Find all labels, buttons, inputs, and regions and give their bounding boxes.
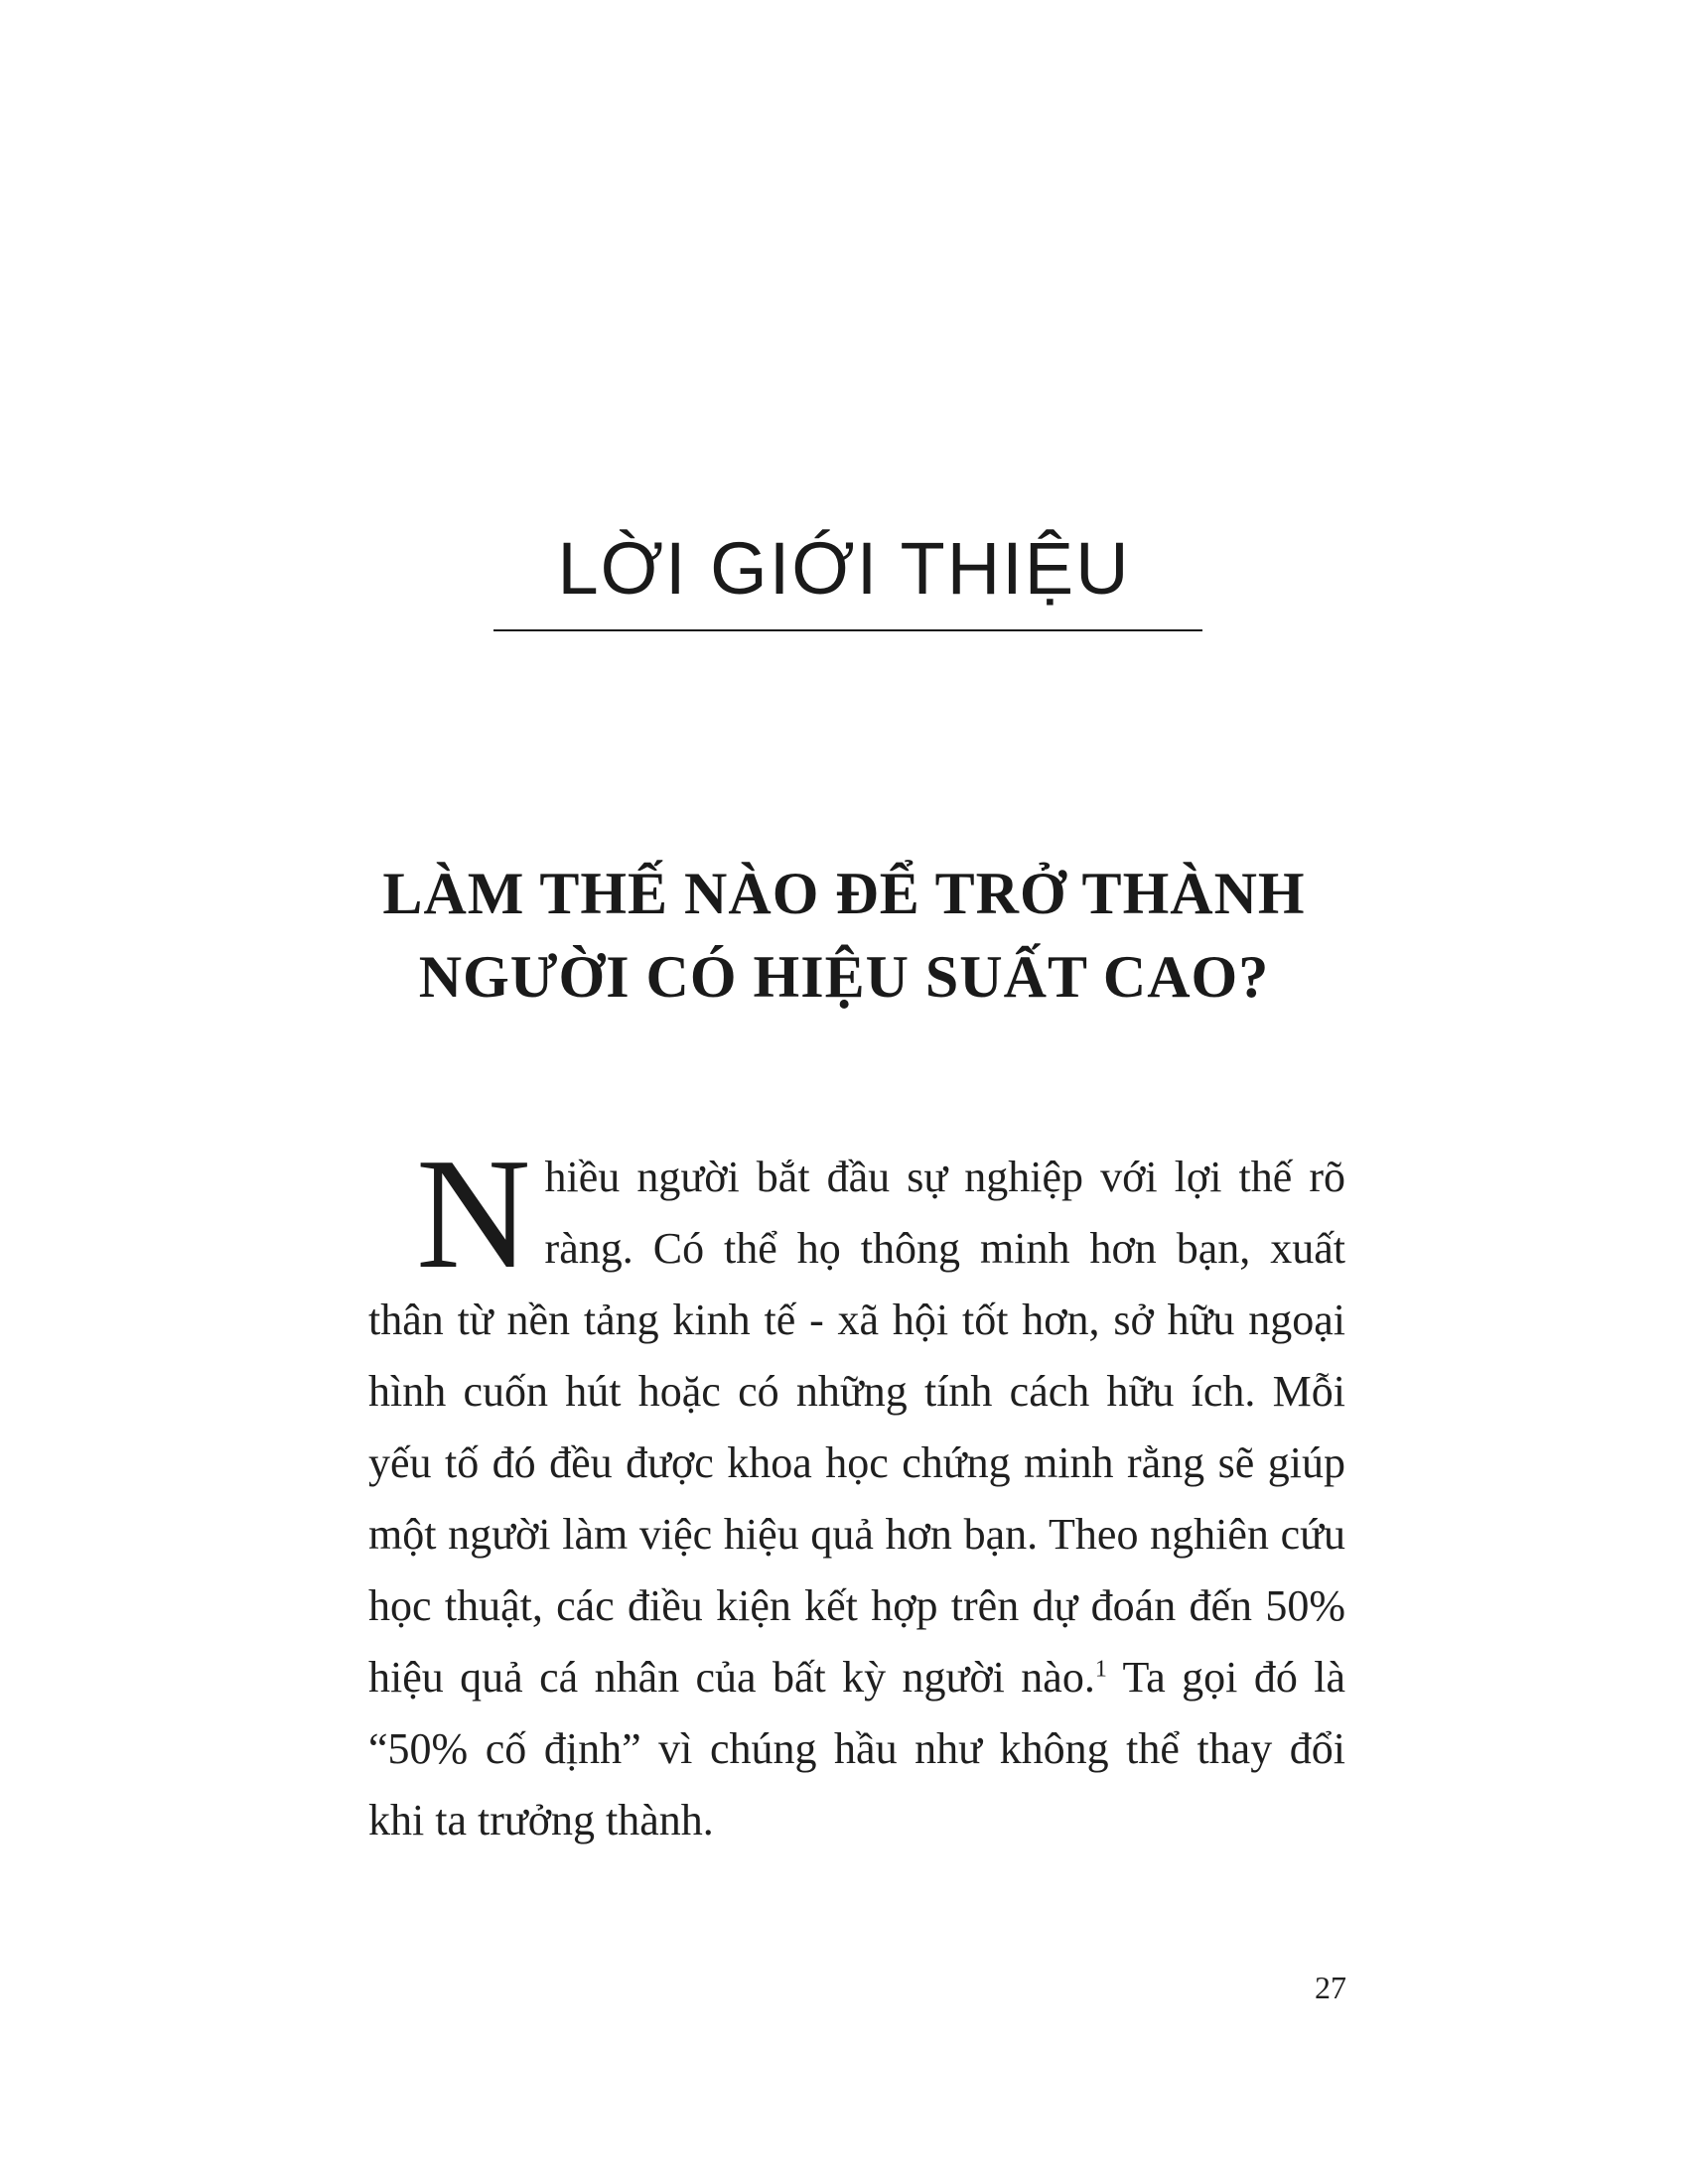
body-paragraph [368, 1125, 1345, 1856]
section-heading-line-1: LÀM THẾ NÀO ĐỂ TRỞ THÀNH [382, 861, 1306, 926]
body-text-part-2: Ta gọi đó là “50% cố định” vì chúng hầu như không thể thay đổi khi ta trưởng thành. [368, 1653, 1345, 1844]
section-heading [0, 852, 1688, 1019]
section-heading-line-2: NGƯỜI CÓ HIỆU SUẤT CAO? [418, 944, 1270, 1010]
footnote-reference[interactable]: 1 [1094, 1656, 1107, 1683]
title-divider [493, 629, 1202, 631]
page-number: 27 [1315, 1970, 1346, 2005]
body-text-part-1: hiều người bắt đầu sự nghiệp với lợi thế rõ ràng. Có thể họ thông minh hơn bạn, xuất thân từ nền tảng kinh tế - xã hội tốt hơn, sở hữu ngoại hình cuốn hút hoặc có những tính cách hữu ích. Mỗi yếu tố đó đều được khoa học chứng minh rằng sẽ giúp một người làm việc hiệu quả hơn bạn. Theo nghiên cứu học thuật, các điều kiện kết hợp trên dự đoán đến 50% hiệu quả cá nhân của bất kỳ người nào. [368, 1153, 1345, 1702]
drop-cap: N [416, 1125, 531, 1301]
chapter-title: LỜI GIỚI THIỆU [557, 527, 1131, 610]
